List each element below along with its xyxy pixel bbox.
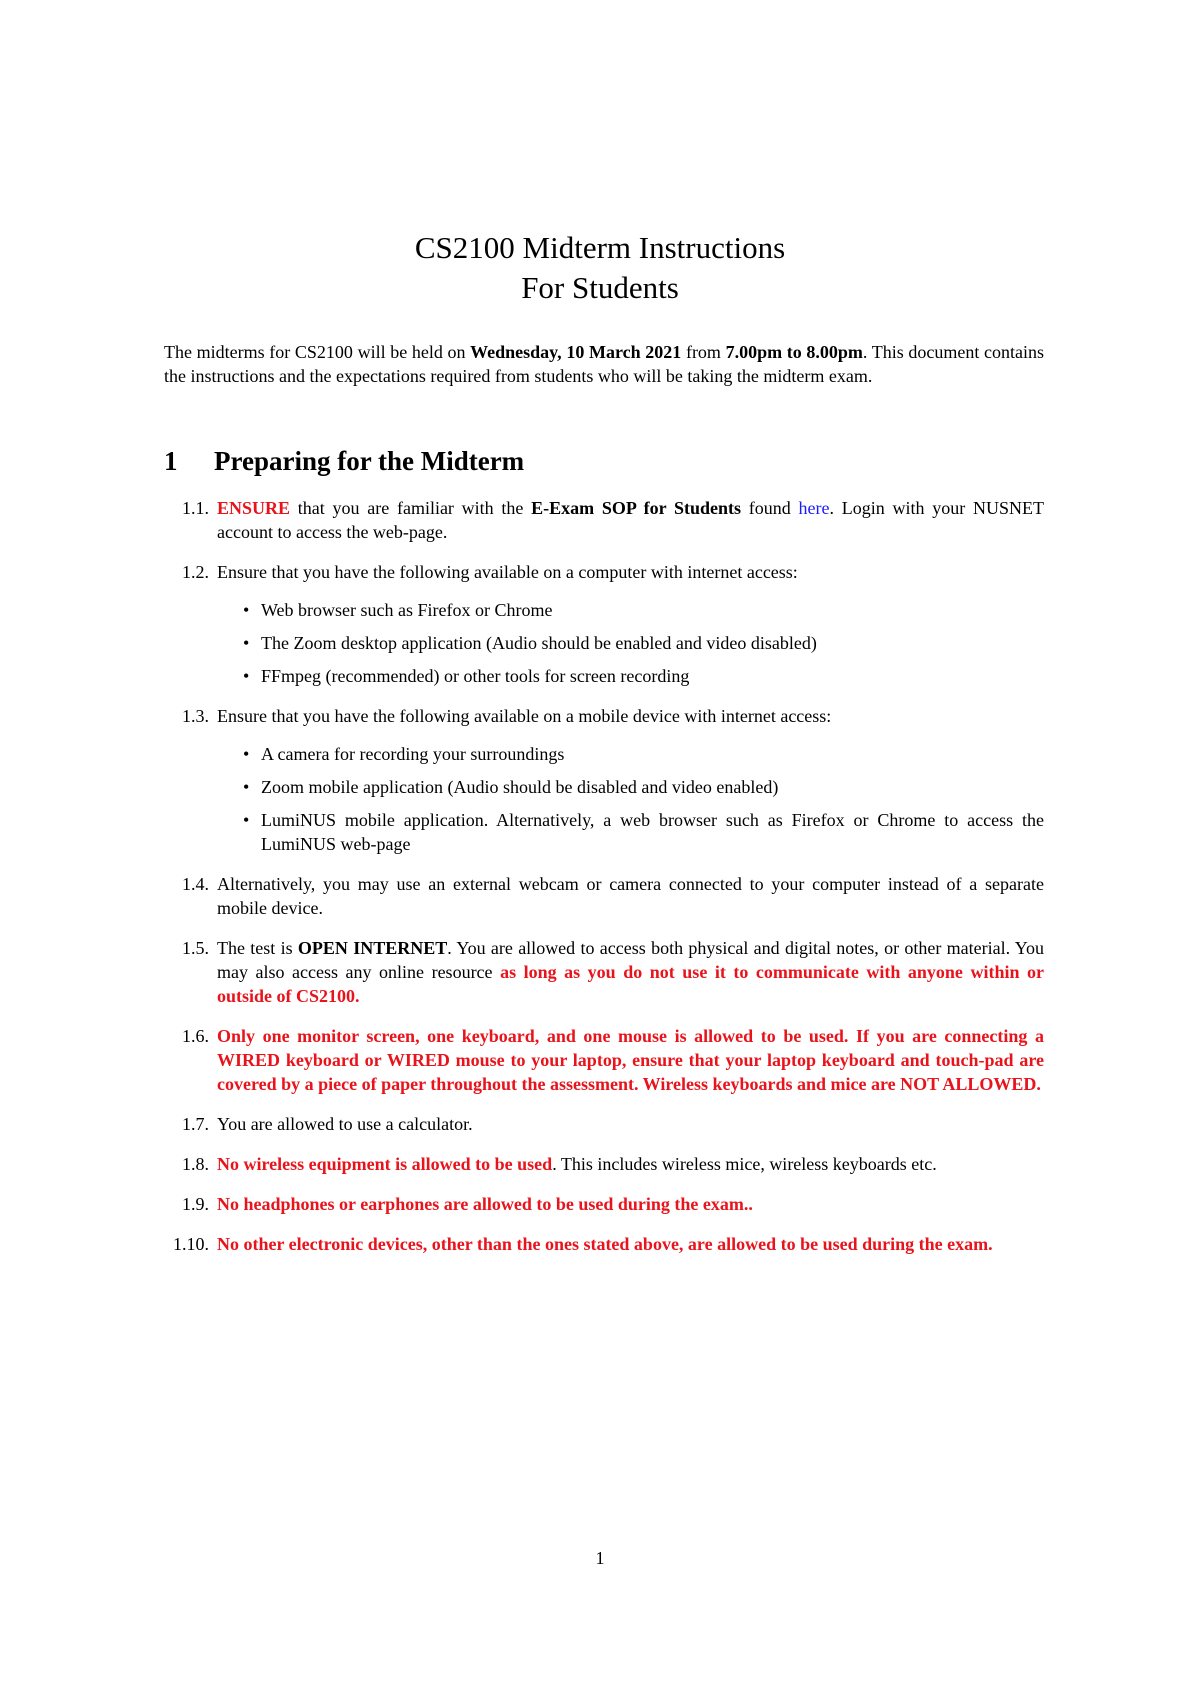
list-item-text: LumiNUS mobile application. Alternatively, a web browser such as Firefox or Chrome to access the LumiNUS web-page — [261, 810, 1044, 854]
list-item-text: FFmpeg (recommended) or other tools for screen recording — [261, 666, 690, 686]
list-item — [217, 742, 1044, 766]
bullet-icon: • — [243, 744, 250, 764]
computer-requirements-list — [217, 598, 1044, 688]
instruction-item-1-7 — [164, 1112, 1044, 1136]
item-number: 1.10. — [173, 1234, 209, 1254]
instruction-item-1-6 — [164, 1024, 1044, 1096]
item-text: Ensure that you have the following available on a mobile device with internet access: — [217, 706, 832, 726]
instruction-item-1-9 — [164, 1192, 1044, 1216]
warning-text: Only one monitor screen, one keyboard, and one mouse is allowed to be used. If you are connecting a WIRED keyboard or WIRED mouse to your laptop, ensure that your laptop keyboard and touch-pad are covered by a piece of paper throughout the assessment. Wireless keyboards and mice are NOT ALLOWED. — [217, 1026, 1044, 1094]
item-text: Ensure that you have the following available on a computer with internet access: — [217, 562, 798, 582]
list-item — [217, 631, 1044, 655]
sop-link[interactable]: here — [798, 498, 830, 518]
list-item — [217, 598, 1044, 622]
instruction-item-1-4 — [164, 872, 1044, 920]
item-text: that you are familiar with the — [290, 498, 532, 518]
item-text: You are allowed to use a calculator. — [217, 1114, 473, 1134]
intro-mid: from — [681, 342, 726, 362]
instruction-item-1-1 — [164, 496, 1044, 544]
instruction-item-1-5 — [164, 936, 1044, 1008]
instruction-list — [164, 496, 1044, 1272]
section-heading — [164, 444, 1044, 478]
bullet-icon: • — [243, 777, 250, 797]
bullet-icon: • — [243, 633, 250, 653]
title-line-1: CS2100 Midterm Instructions — [414, 230, 786, 265]
page-number: 1 — [595, 1548, 605, 1568]
ensure-text: ENSURE — [217, 498, 291, 518]
item-text: found — [741, 498, 799, 518]
instruction-item-1-8 — [164, 1152, 1044, 1176]
item-number: 1.8. — [182, 1154, 209, 1174]
item-number: 1.6. — [182, 1026, 209, 1046]
item-text: . You are allowed to access both physical and digital notes, or other material. You may also access any online resource — [217, 938, 1044, 982]
list-item-text: Zoom mobile application (Audio should be disabled and video enabled) — [261, 777, 779, 797]
item-number: 1.2. — [182, 562, 209, 582]
intro-date: Wednesday, 10 March 2021 — [470, 342, 682, 362]
item-text: The test is — [217, 938, 298, 958]
bullet-icon: • — [243, 810, 250, 830]
item-number: 1.9. — [182, 1194, 209, 1214]
list-item — [217, 664, 1044, 688]
intro-post: . This document contains the instructions and the expectations required from students who will be taking the midterm exam. — [164, 342, 1044, 386]
sop-name: E-Exam SOP for Students — [531, 498, 742, 518]
list-item — [217, 775, 1044, 799]
item-number: 1.5. — [182, 938, 209, 958]
bullet-icon: • — [243, 666, 250, 686]
list-item-text: The Zoom desktop application (Audio should be enabled and video disabled) — [261, 633, 817, 653]
list-item — [217, 808, 1044, 856]
instruction-item-1-10 — [164, 1232, 1044, 1256]
open-internet-text: OPEN INTERNET — [297, 938, 448, 958]
bullet-icon: • — [243, 600, 250, 620]
item-text: Alternatively, you may use an external webcam or camera connected to your computer instead of a separate mobile device. — [217, 874, 1044, 918]
document-title — [0, 228, 1200, 308]
list-item-text: A camera for recording your surroundings — [261, 744, 565, 764]
title-line-2: For Students — [521, 270, 679, 305]
item-text: . This includes wireless mice, wireless keyboards etc. — [552, 1154, 937, 1174]
item-text: . Login with your NUSNET account to access the web-page. — [217, 498, 1044, 542]
section-title: Preparing for the Midterm — [214, 446, 525, 476]
item-number: 1.7. — [182, 1114, 209, 1134]
warning-text: No other electronic devices, other than the ones stated above, are allowed to be used during the exam. — [217, 1234, 993, 1254]
section-number: 1 — [164, 446, 178, 476]
intro-time: 7.00pm to 8.00pm — [725, 342, 863, 362]
list-item-text: Web browser such as Firefox or Chrome — [261, 600, 553, 620]
warning-text: as long as you do not use it to communicate with anyone within or outside of CS2100. — [217, 962, 1044, 1006]
warning-text: No headphones or earphones are allowed to be used during the exam.. — [217, 1194, 753, 1214]
instruction-item-1-2 — [164, 560, 1044, 688]
item-number: 1.4. — [182, 874, 209, 894]
item-number: 1.1. — [182, 498, 209, 518]
item-number: 1.3. — [182, 706, 209, 726]
instruction-item-1-3 — [164, 704, 1044, 856]
intro-paragraph — [164, 340, 1044, 388]
intro-pre: The midterms for CS2100 will be held on — [164, 342, 471, 362]
mobile-requirements-list — [217, 742, 1044, 856]
warning-text: No wireless equipment is allowed to be used — [217, 1154, 553, 1174]
